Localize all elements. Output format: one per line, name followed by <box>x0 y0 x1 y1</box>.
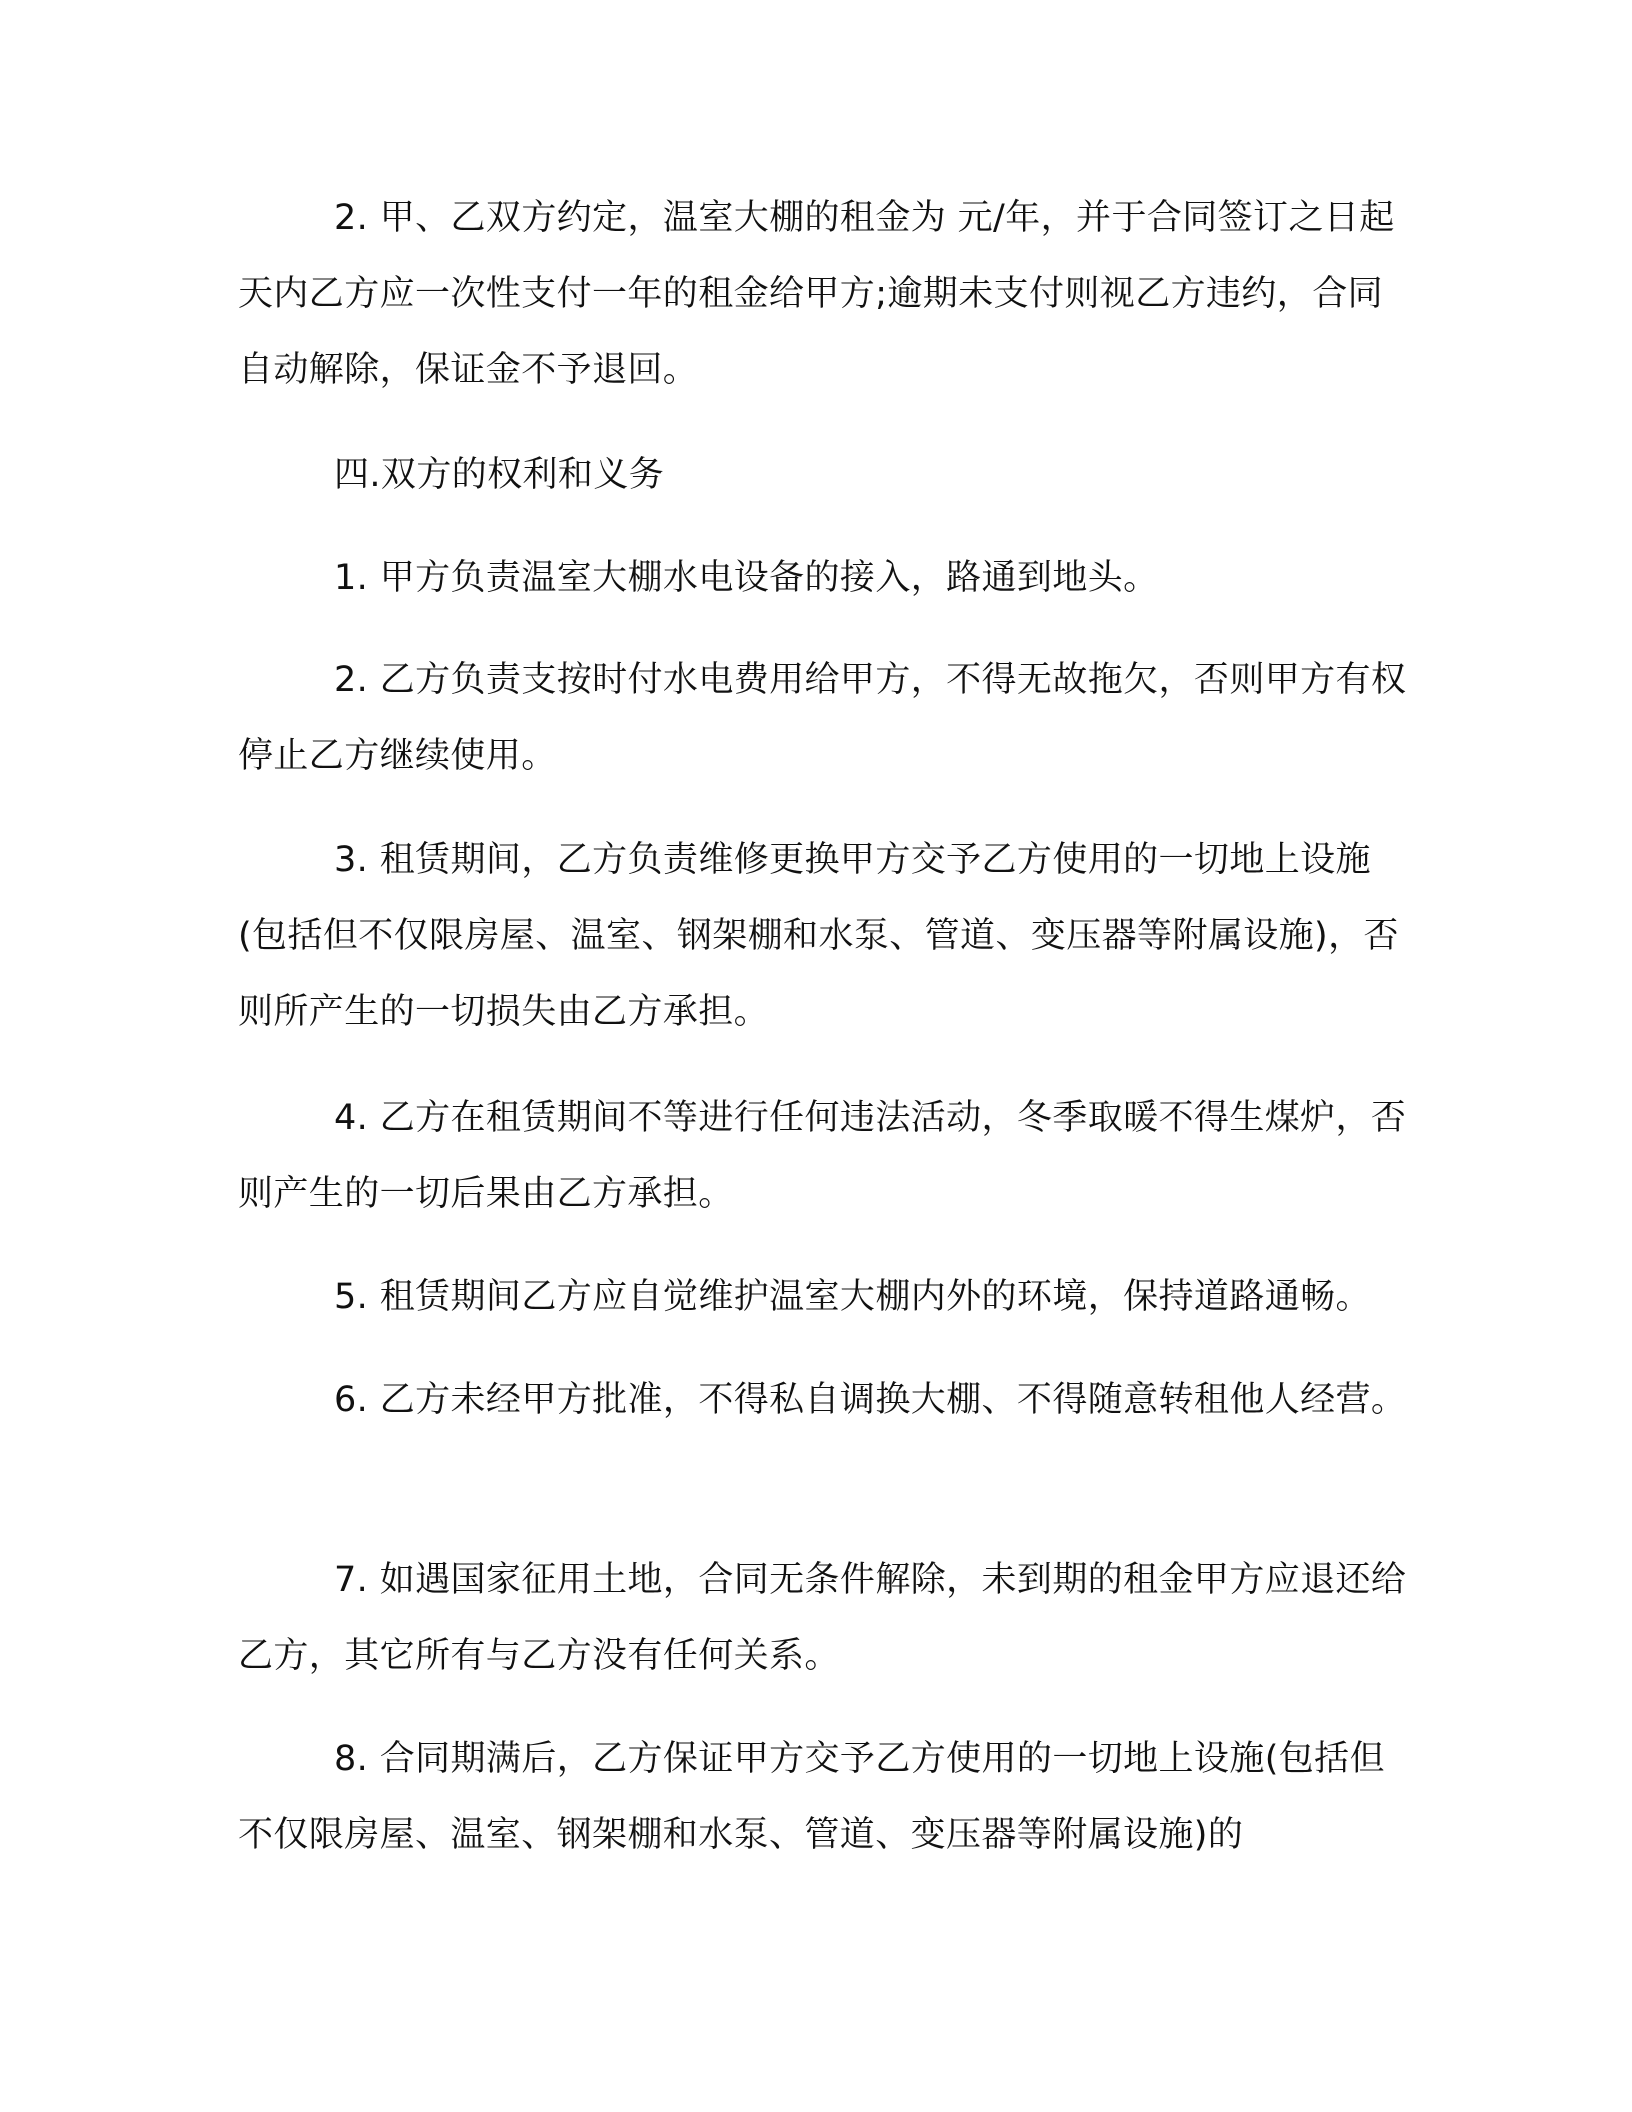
clause-7-land-requisition: 7. 如遇国家征用土地，合同无条件解除，未到期的租金甲方应退还给乙方，其它所有与乙方没有任何关系。 <box>238 1560 1407 1676</box>
clause-6-no-sublease: 6. 乙方未经甲方批准，不得私自调换大棚、不得随意转租他人经营。 <box>334 1380 1407 1420</box>
paragraph-rent-payment: 2. 甲、乙双方约定，温室大棚的租金为 元/年，并于合同签订之日起 天内乙方应一次性支付一年的租金给甲方;逾期未支付则视乙方违约，合同自动解除，保证金不予退回。 <box>238 198 1395 390</box>
clause-2-utility-fees: 2. 乙方负责支按时付水电费用给甲方，不得无故拖欠，否则甲方有权停止乙方继续使用。 <box>238 660 1407 776</box>
section-heading-rights-obligations: 四.双方的权利和义务 <box>334 455 665 495</box>
clause-5-environment: 5. 租赁期间乙方应自觉维护温室大棚内外的环境，保持道路通畅。 <box>334 1277 1371 1317</box>
clause-1-utilities-access: 1. 甲方负责温室大棚水电设备的接入，路通到地头。 <box>334 558 1159 598</box>
clause-8-contract-expiry: 8. 合同期满后，乙方保证甲方交予乙方使用的一切地上设施(包括但不仅限房屋、温室、钢架棚和水泵、管道、变压器等附属设施)的 <box>238 1739 1385 1855</box>
clause-3-maintenance: 3. 租赁期间，乙方负责维修更换甲方交予乙方使用的一切地上设施(包括但不仅限房屋、温室、钢架棚和水泵、管道、变压器等附属设施)，否则所产生的一切损失由乙方承担。 <box>238 840 1399 1032</box>
document-page <box>238 0 1408 2112</box>
clause-4-prohibited-activities: 4. 乙方在租赁期间不等进行任何违法活动，冬季取暖不得生煤炉，否则产生的一切后果由乙方承担。 <box>238 1098 1407 1214</box>
